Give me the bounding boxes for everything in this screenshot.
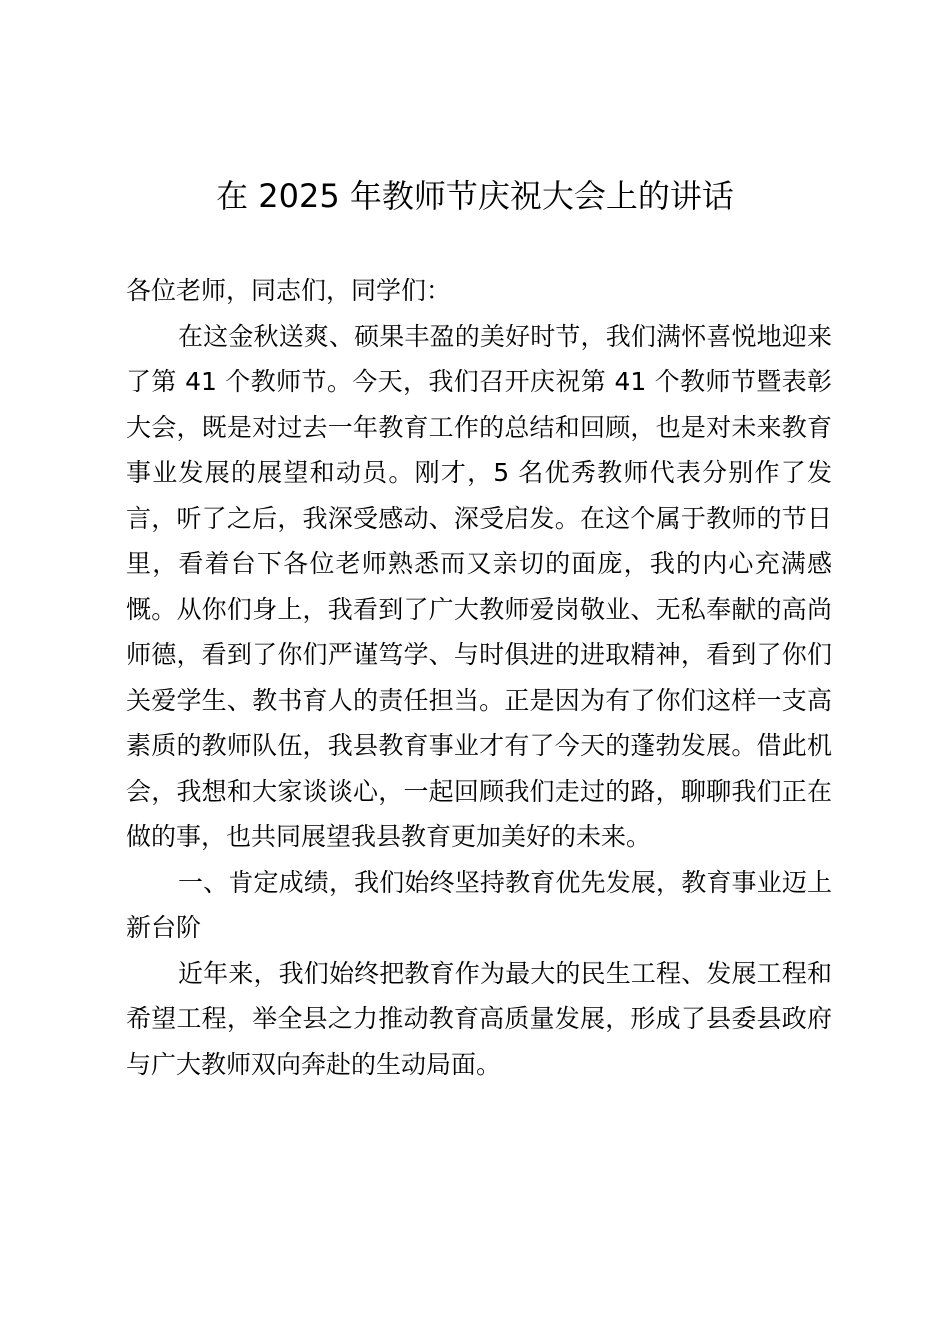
document-title: 在 2025 年教师节庆祝大会上的讲话	[216, 177, 734, 215]
document-body	[126, 268, 832, 1087]
section-heading-1: 一、肯定成绩，我们始终坚持教育优先发展，教育事业迈上新台阶	[126, 867, 832, 942]
paragraph-section-1: 近年来，我们始终把教育作为最大的民生工程、发展工程和希望工程，举全县之力推动教育高质量发展，形成了县委县政府与广大教师双向奔赴的生动局面。	[126, 958, 832, 1079]
paragraph-intro: 在这金秋送爽、硕果丰盈的美好时节，我们满怀喜悦地迎来了第 41 个教师节。今天，我们召开庆祝第 41 个教师节暨表彰大会，既是对过去一年教育工作的总结和回顾，也是对未来教育事业发展的展望和动员。刚才，5 名优秀教师代表分别作了发言，听了之后，我深受感动、深受启发。在这个属于教师的节日里，看着台下各位老师熟悉而又亲切的面庞，我的内心充满感慨。从你们身上，我看到了广大教师爱岗敬业、无私奉献的高尚师德，看到了你们严谨笃学、与时俱进的进取精神，看到了你们关爱学生、教书育人的责任担当。正是因为有了你们这样一支高素质的教师队伍，我县教育事业才有了今天的蓬勃发展。借此机会，我想和大家谈谈心，一起回顾我们走过的路，聊聊我们正在做的事，也共同展望我县教育更加美好的未来。	[126, 321, 832, 851]
salutation: 各位老师，同志们，同学们：	[126, 276, 452, 305]
